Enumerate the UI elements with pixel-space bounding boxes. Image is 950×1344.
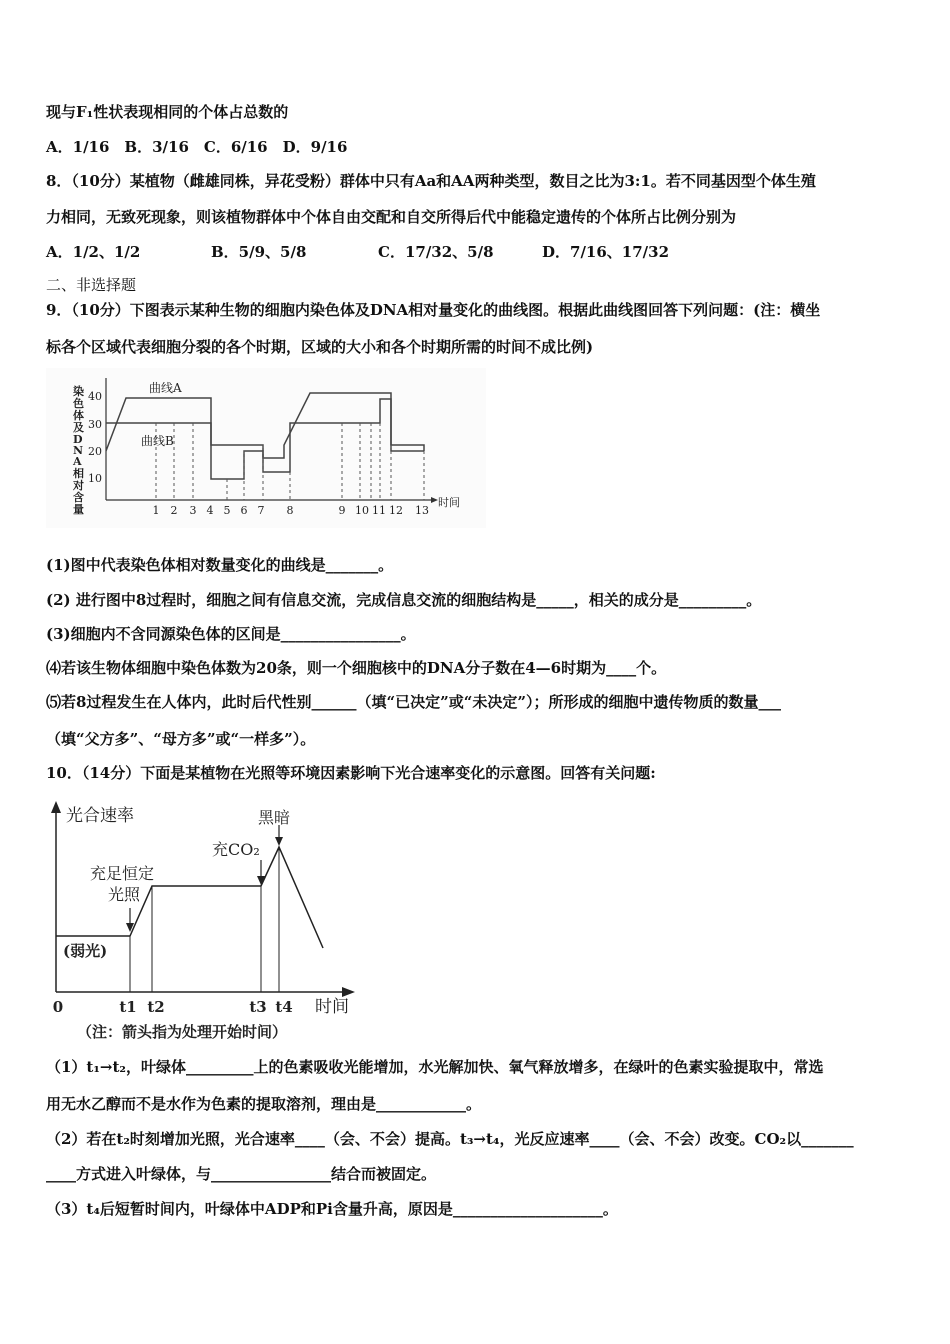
y-label-char: A xyxy=(73,455,82,468)
x-tick: 13 xyxy=(415,504,429,517)
y-tick-40: 40 xyxy=(88,390,102,403)
question9-part2: (2) 进行图中8过程时，细胞之间有信息交流，完成信息交流的细胞结构是_____，相关的成分是_________。 xyxy=(46,591,762,609)
curve-a-label: 曲线A xyxy=(149,381,182,395)
tick-t2: t2 xyxy=(147,998,165,1016)
question7-options: A．1/16 B．3/16 C．6/16 D．9/16 xyxy=(46,138,348,156)
x-axis-label: 时间 xyxy=(438,496,460,509)
q8-option-c: C．17/32、5/8 xyxy=(378,243,494,261)
y-label-char: 体 xyxy=(73,409,84,422)
x-axis-arrow xyxy=(342,987,355,997)
y-label-char: 量 xyxy=(73,503,84,516)
co2-label: 充CO₂ xyxy=(212,840,260,859)
x-tick: 8 xyxy=(286,504,294,517)
question10-stem: 10．（14分）下面是某植物在光照等环境因素影响下光合速率变化的示意图。回答有关问题: xyxy=(46,764,656,782)
y-tick-10: 10 xyxy=(88,472,102,485)
x-tick: 6 xyxy=(240,504,248,517)
text-line: 现与F₁性状表现相同的个体占总数的 xyxy=(46,103,289,121)
tick-t4: t4 xyxy=(275,998,293,1016)
y-label-char: D xyxy=(73,433,83,446)
x-tick: 3 xyxy=(189,504,197,517)
question10-part3: （3）t₄后短暂时间内，叶绿体中ADP和Pi含量升高，原因是____________________。 xyxy=(46,1200,618,1218)
tick-t1: t1 xyxy=(119,998,137,1016)
x-tick: 1 xyxy=(152,504,160,517)
question9-part5-cont: （填“父方多”、“母方多”或“一样多”）。 xyxy=(46,730,316,748)
rate-curve xyxy=(56,847,323,948)
question9-part1: (1)图中代表染色体相对数量变化的曲线是_______。 xyxy=(46,556,394,574)
question10-part1: （1）t₁→t₂，叶绿体_________上的色素吸收光能增加，水光解加快、氧气释放增多，在绿叶的色素实验提取中，常选 xyxy=(46,1058,824,1076)
tick-t3: t3 xyxy=(249,998,267,1016)
y-label-char: 染 xyxy=(73,385,84,398)
question8-stem: 8．（10分）某植物（雌雄同株，异花受粉）群体中只有Aa和AA两种类型，数目之比为3:1。若不同基因型个体生殖 xyxy=(46,172,816,190)
x-tick: 7 xyxy=(257,504,265,517)
x-tick: 2 xyxy=(170,504,178,517)
chromosome-dna-figure xyxy=(46,368,486,528)
x-tick: 9 xyxy=(338,504,346,517)
photosynthesis-figure xyxy=(46,795,376,1050)
question9-part3: (3)细胞内不含同源染色体的区间是________________。 xyxy=(46,625,416,643)
y-label-char: 色 xyxy=(73,397,84,410)
question10-part1-cont: 用无水乙醇而不是水作为色素的提取溶剂，理由是____________。 xyxy=(46,1095,482,1113)
y-axis-label: 光合速率 xyxy=(66,806,134,826)
q8-option-a: A．1/2、1/2 xyxy=(46,243,141,261)
x-tick: 10 xyxy=(355,504,369,517)
x-tick: 12 xyxy=(389,504,403,517)
x-tick: 5 xyxy=(223,504,231,517)
y-label-char: 含 xyxy=(73,491,84,504)
figure-note: （注：箭头指为处理开始时间） xyxy=(77,1023,288,1041)
x-tick: 4 xyxy=(206,504,214,517)
dark-arrow-head xyxy=(275,837,283,846)
question9-stem-cont: 标各个区域代表细胞分裂的各个时期，区域的大小和各个时期所需的时间不成比例) xyxy=(46,338,594,356)
q8-option-b: B．5/9、5/8 xyxy=(211,243,307,261)
full-light-label-1: 充足恒定 xyxy=(90,864,155,883)
question10-part2-cont: ____方式进入叶绿体，与________________结合而被固定。 xyxy=(46,1165,437,1183)
y-label-char: N xyxy=(73,444,84,457)
question8-stem-cont: 力相同，无致死现象，则该植物群体中个体自由交配和自交所得后代中能稳定遗传的个体所占比例分别为 xyxy=(46,208,737,226)
q8-option-d: D．7/16、17/32 xyxy=(542,243,670,261)
x-axis-label: 时间 xyxy=(315,997,349,1017)
origin-label: 0 xyxy=(52,998,64,1016)
x-tick: 11 xyxy=(372,504,386,517)
curve-b-label: 曲线B xyxy=(141,434,174,448)
question10-part2: （2）若在t₂时刻增加光照，光合速率____（会、不会）提高。t₃→t₄，光反应速率____（会、不会）改变。CO₂以_______ xyxy=(46,1130,854,1148)
y-label-char: 及 xyxy=(73,421,84,434)
dark-label: 黑暗 xyxy=(258,808,291,827)
y-tick-30: 30 xyxy=(88,418,102,431)
y-axis-arrow xyxy=(51,801,61,813)
y-tick-20: 20 xyxy=(88,445,102,458)
weak-light-label: (弱光) xyxy=(63,942,108,960)
question9-part5: ⑸若8过程发生在人体内，此时后代性别______（填“已决定”或“未决定”）；所形成的细胞中遗传物质的数量___ xyxy=(46,693,781,711)
section-heading: 二、非选择题 xyxy=(46,276,137,294)
y-label-char: 对 xyxy=(73,479,84,492)
question9-part4: ⑷若该生物体细胞中染色体数为20条，则一个细胞核中的DNA分子数在4—6时期为____个。 xyxy=(46,659,667,677)
question9-stem: 9．（10分）下图表示某种生物的细胞内染色体及DNA相对量变化的曲线图。根据此曲线图回答下列问题：(注：横坐 xyxy=(46,301,821,319)
y-label-char: 相 xyxy=(73,467,84,480)
full-light-label-2: 光照 xyxy=(108,885,141,904)
